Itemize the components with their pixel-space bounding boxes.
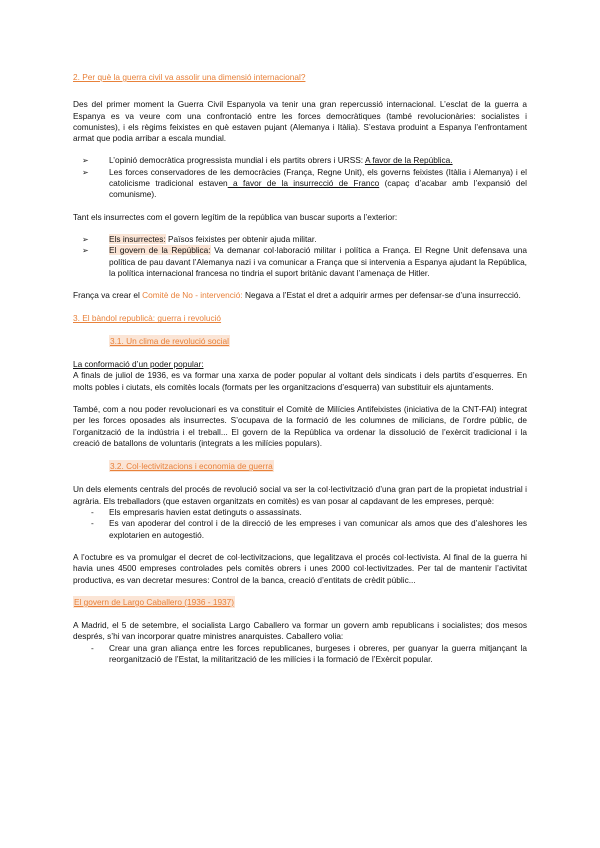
opinion-item-text: L’opinió democràtica progressista mundial i els partits obrers i URSS: (109, 155, 365, 166)
france-paragraph (73, 290, 527, 301)
arrow-bullet-icon: ➢ (82, 167, 89, 177)
opinion-item-democratic (73, 155, 527, 166)
caballero-goals-list (73, 643, 527, 666)
dash-bullet-icon: - (91, 518, 94, 529)
france-pre: França va crear el (73, 290, 143, 301)
section-3-heading: 3. El bàndol republicà: guerra i revolució (73, 313, 222, 324)
militia-paragraph: També, com a nou poder revolucionari es va constituir el Comitè de Milícies Antifeixistes (iniciativa de la CNT-FAI) integrat per les forces oposades als insurrectes. S’ocupava de la formació de les columnes de milicians, de l’ordre públic, de l’organització de la indústria i el treball... El govern de la República va ordenar la dissolució de l’exèrcit tradicional i la creació de batallons de voluntaris (integrats a les milícies populars). (73, 403, 527, 448)
section-3-heading-line (73, 313, 527, 324)
subsection-3-2-heading-line (73, 461, 527, 472)
document-page (73, 72, 527, 665)
support-item-republic (73, 245, 527, 279)
caballero-heading-line (73, 597, 527, 608)
opinion-item-link: A favor de la República. (364, 155, 453, 166)
opinion-list (73, 155, 527, 200)
opinion-item-conservative (73, 167, 527, 201)
reasons-item-text: Els empresaris havien estat detinguts o assassinats. (109, 507, 302, 518)
support-item-label: Els insurrectes: (109, 233, 166, 244)
decree-paragraph: A l’octubre es va promulgar el decret de col·lectivitzacions, que legalitzava el procés col·lectivista. Al final de la guerra hi havia unes 4500 empreses controlades pels comitès obrers i unes 2000 col·lectivitzades. Per tal de mantenir l’activitat productiva, es van decretar mesures: Control de la banca, creació d’entitats de crèdit públic... (73, 551, 527, 585)
caballero-heading: El govern de Largo Caballero (1936 - 1937) (74, 596, 235, 607)
caballero-goal-item (73, 643, 527, 666)
reasons-item-text: Es van apoderar del control i de la direcció de les empreses i van comunicar als amos que des d’aleshores les explotarien en autogestió. (109, 518, 527, 540)
support-item-label: El govern de la República: (109, 245, 211, 256)
dash-bullet-icon: - (91, 507, 94, 518)
section-2-intro: Des del primer moment la Guerra Civil Espanyola va tenir una gran repercussió internacional. L’esclat de la guerra a Espanya es va veure com una confrontació entre les forces democràtiques (també revolucionàries: socialistes i comunistes), i els règims feixistes en què estaven pujant (Alemanya i Itàlia). S’estava produint a Espanya l’enfrontament armat que podia arribar a escala mundial. (73, 99, 527, 144)
non-intervention-committee: Comitè de No - intervenció: (142, 290, 243, 301)
support-intro: Tant els insurrectes com el govern legítim de la república van buscar suports a l’exterior: (73, 211, 398, 222)
opinion-item-link: a favor de la insurrecció de Franco (227, 178, 380, 189)
subsection-3-2-heading: 3.2. Col·lectivitzacions i economia de guerra (110, 461, 273, 472)
opinion-item-text: Les forces conservadores de les democràcies (França, Regne Unit), els governs feixistes (Itàlia i Alemanya) i el catolicisme tradicional estaven (109, 166, 527, 189)
opinion-item-tail: (capaç d’acabar amb l’expansió del comunisme). (109, 178, 527, 200)
france-post: Negava a l’Estat el dret a adquirir armes per defensar-se d’una insurrecció. (242, 290, 521, 301)
support-item-text: Països feixistes per obtenir ajuda militar. (165, 233, 317, 244)
support-item-text: Va demanar col·laboració militar i política a França. El Regne Unit defensava una política de pau davant l’Alemanya nazi i va comunicar a França que si intervenia a Espanya ajudant la República, la política internacional francesa no tindria el suport britànic davant l’amenaça de Hitler. (109, 245, 528, 278)
reasons-item (73, 507, 527, 518)
subsection-3-1-heading: 3.1. Un clima de revolució social (110, 335, 229, 346)
popular-power-text: A finals de juliol de 1936, es va formar una xarxa de poder popular al voltant dels sindicats i dels partits d’esquerres. En molts pobles i ciutats, els comitès locals (formats per les organitzacions d’esquerra) van substituir els ajuntaments. (73, 370, 527, 392)
caballero-goal-text: Crear una gran aliança entre les forces republicanes, burgeses i obreres, per guanyar la guerra mitjançant la reorganització de l’Estat, la militarització de les milícies i la formació de l’Exèrcit popular. (109, 642, 527, 664)
support-list (73, 234, 527, 279)
arrow-bullet-icon: ➢ (82, 234, 89, 244)
arrow-bullet-icon: ➢ (82, 246, 89, 256)
reasons-list (73, 507, 527, 541)
caballero-paragraph: A Madrid, el 5 de setembre, el socialista Largo Caballero va formar un govern amb republicans i socialistes; dos mesos després, s’hi van incorporar quatre ministres anarquistes. Caballero volia: (73, 620, 527, 642)
collectivization-paragraph: Un dels elements centrals del procés de revolució social va ser la col·lectivització d’una gran part de la propietat industrial i agrària. Els treballadors (que estaven organitzats en comitès) es van posar al capdavant de les empreses, perquè: (73, 484, 527, 506)
section-2-heading: 2. Per què la guerra civil va assolir una dimensió internacional? (73, 72, 306, 82)
dash-bullet-icon: - (91, 642, 94, 653)
arrow-bullet-icon: ➢ (82, 156, 89, 166)
support-item-insurgents (73, 234, 527, 245)
section-2-heading-line (73, 72, 527, 83)
popular-power-title: La conformació d’un poder popular: (73, 359, 204, 370)
reasons-item (73, 518, 527, 541)
subsection-3-1-heading-line (73, 336, 527, 347)
